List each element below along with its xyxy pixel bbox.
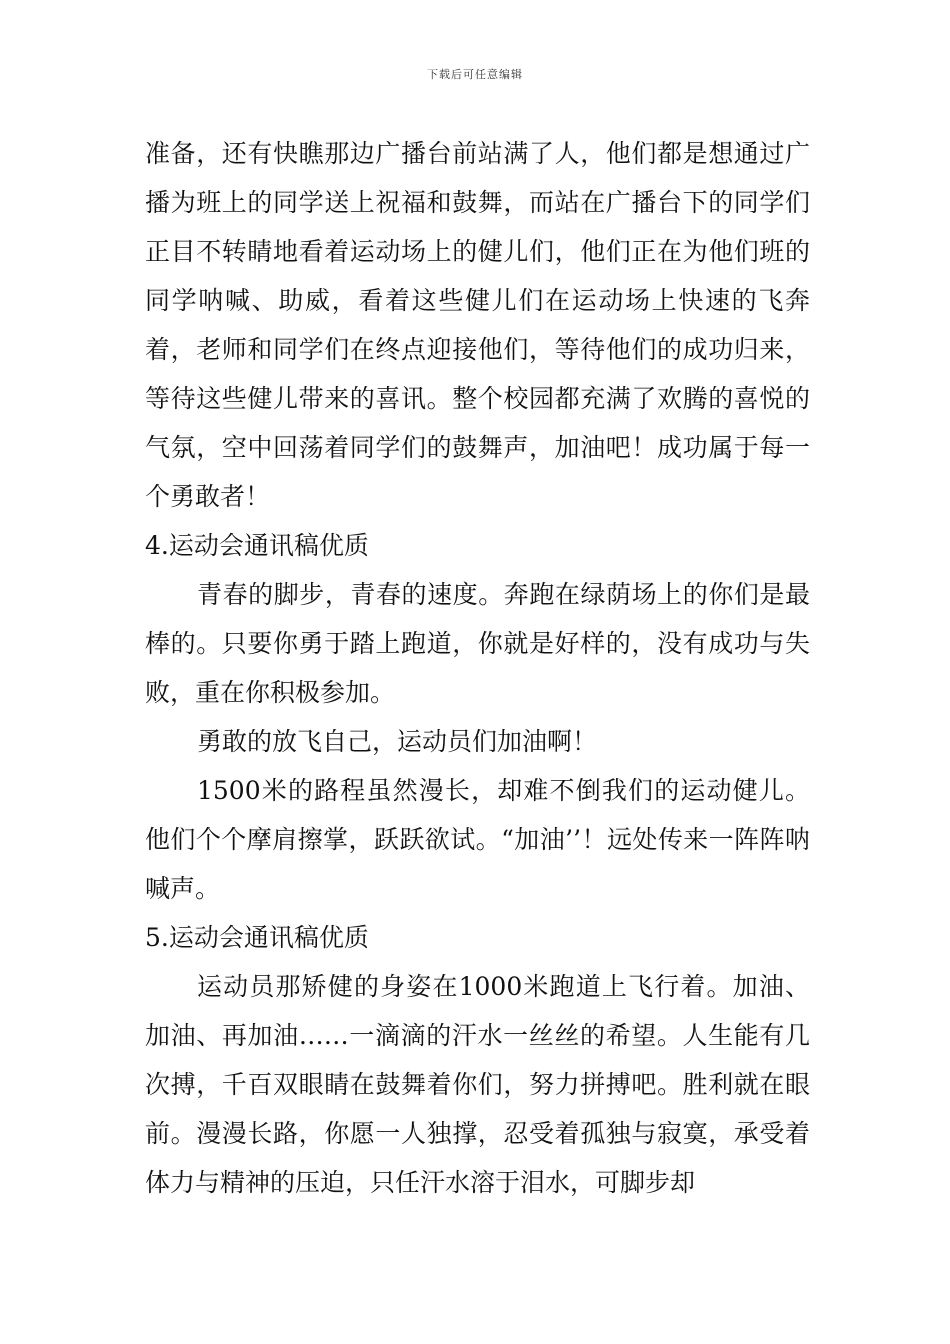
paragraph: 准备，还有快瞧那边广播台前站满了人，他们都是想通过广播为班上的同学送上祝福和鼓舞，而站在广播台下的同学们正目不转睛地看着运动场上的健儿们，他们正在为他们班的同学呐喊、助威，看着这些健儿们在运动场上快速的飞奔着，老师和同学们在终点迎接他们，等待他们的成功归来，等待这些健儿带来的喜讯。整个校园都充满了欢腾的喜悦的气氛，空中回荡着同学们的鼓舞声，加油吧！成功属于每一个勇敢者！ bbox=[145, 139, 810, 511]
section-heading: 4.运动会通讯稿优质 bbox=[145, 531, 369, 560]
section-heading: 5.运动会通讯稿优质 bbox=[145, 923, 369, 952]
page-header: 下载后可任意编辑 bbox=[427, 68, 523, 81]
paragraph: 1500米的路程虽然漫长，却难不倒我们的运动健儿。他们个个摩肩擦掌，跃跃欲试。“加油’’！远处传来一阵阵呐喊声。 bbox=[145, 776, 810, 903]
paragraph: 青春的脚步，青春的速度。奔跑在绿荫场上的你们是最棒的。只要你勇于踏上跑道，你就是好样的，没有成功与失败，重在你积极参加。 bbox=[145, 580, 810, 707]
paragraph: 勇敢的放飞自己，运动员们加油啊！ bbox=[197, 727, 598, 756]
paragraph: 运动员那矫健的身姿在1000米跑道上飞行着。加油、加油、再加油……一滴滴的汗水一丝丝的希望。人生能有几次搏，千百双眼睛在鼓舞着你们，努力拼搏吧。胜利就在眼前。漫漫长路，你愿一人独撑，忍受着孤独与寂寞，承受着体力与精神的压迫，只任汗水溶于泪水，可脚步却 bbox=[145, 972, 810, 1197]
document-body bbox=[145, 129, 810, 1207]
